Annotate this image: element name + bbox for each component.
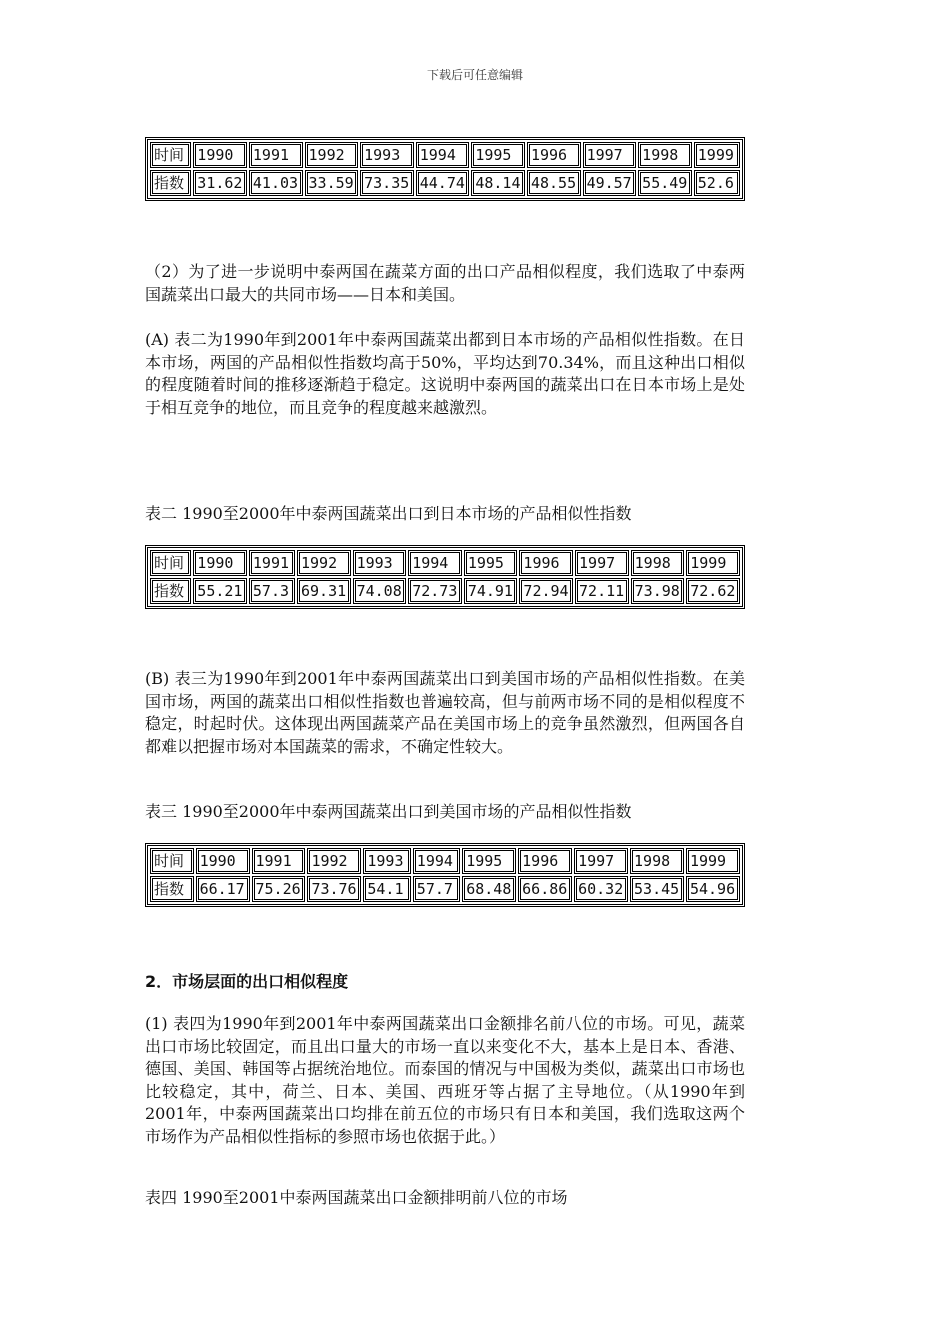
table-cell: 1996: [519, 550, 573, 576]
table-cell: 55.21: [193, 578, 247, 604]
table-cell: 75.26: [252, 876, 306, 902]
table-cell: 1997: [574, 848, 628, 874]
section-heading: 2．市场层面的出口相似程度: [145, 972, 349, 991]
table-cell: 1994: [416, 142, 470, 168]
table-cell: 1998: [631, 550, 685, 576]
paragraph-market-level: (1) 表四为1990年到2001年中泰两国蔬菜出口金额排名前八位的市场。可见，蔬菜出口市场比较固定，而且出口量大的市场一直以来变化不大，基本上是日本、香港、德国、美国、韩国等占据统治地位。而泰国的情况与中国极为类似，蔬菜出口市场也比较稳定，其中，荷兰、日本、美国、西班牙等占据了主导地位。（从1990年到2001年，中泰两国蔬菜出口均排在前五位的市场只有日本和美国，我们选取这两个市场作为产品相似性指标的参照市场也依据于此。）: [145, 1014, 745, 1146]
table-cell: 1991: [249, 142, 303, 168]
table-cell: 44.74: [416, 170, 470, 196]
similarity-table-japan: [145, 545, 745, 609]
table-cell: 74.08: [353, 578, 407, 604]
table-3-wrapper: [145, 843, 745, 907]
paragraph-us-market: (B) 表三为1990年到2001年中泰两国蔬菜出口到美国市场的产品相似性指数。在美国市场，两国的蔬菜出口相似性指数也普遍较高，但与前两市场不同的是相似程度不稳定，时起时伏。这体现出两国蔬菜产品在美国市场上的竞争虽然激烈，但两国各自都难以把握市场对本国蔬菜的需求，不确定性较大。: [145, 669, 745, 756]
table-cell: 55.49: [638, 170, 692, 196]
table-cell: 1998: [630, 848, 684, 874]
table-cell: 1996: [518, 848, 572, 874]
table-row: [150, 170, 740, 196]
table-cell: 1998: [638, 142, 692, 168]
table-cell: 60.32: [574, 876, 628, 902]
table-cell: 1990: [196, 848, 250, 874]
table-cell: 1990: [193, 550, 247, 576]
table-cell: 1997: [583, 142, 637, 168]
table-cell: 73.76: [307, 876, 361, 902]
table-cell: 1995: [471, 142, 525, 168]
table-cell: 48.55: [527, 170, 581, 196]
table-row: [150, 876, 740, 902]
table-row: [150, 142, 740, 168]
similarity-table-us: [145, 843, 745, 907]
table-cell: 指数: [150, 578, 191, 604]
table-cell: 66.17: [196, 876, 250, 902]
table-cell: 1994: [408, 550, 462, 576]
table-cell: 1999: [694, 142, 740, 168]
table-cell: 54.1: [363, 876, 410, 902]
table-cell: 48.14: [471, 170, 525, 196]
table-cell: 指数: [150, 170, 191, 196]
table-4-caption: 表四 1990至2001中泰两国蔬菜出口金额排明前八位的市场: [145, 1188, 568, 1207]
table-cell: 73.98: [631, 578, 685, 604]
table-row: [150, 848, 740, 874]
table-3-caption: 表三 1990至2000年中泰两国蔬菜出口到美国市场的产品相似性指数: [145, 802, 632, 821]
table-cell: 49.57: [583, 170, 637, 196]
table-cell: 41.03: [249, 170, 303, 196]
table-cell: 57.3: [249, 578, 295, 604]
table-cell: 72.11: [575, 578, 629, 604]
table-cell: 1992: [305, 142, 359, 168]
table-cell: 72.94: [519, 578, 573, 604]
table-2-caption: 表二 1990至2000年中泰两国蔬菜出口到日本市场的产品相似性指数: [145, 504, 632, 523]
table-cell: 54.96: [686, 876, 740, 902]
table-cell: 68.48: [462, 876, 516, 902]
table-cell: 53.45: [630, 876, 684, 902]
table-cell: 1991: [252, 848, 306, 874]
table-cell: 66.86: [518, 876, 572, 902]
table-cell: 1992: [297, 550, 351, 576]
table-2-wrapper: [145, 545, 745, 609]
table-cell: 72.73: [408, 578, 462, 604]
table-cell: 1993: [363, 848, 410, 874]
table-row: [150, 578, 740, 604]
paragraph-japan-market: (A) 表二为1990年到2001年中泰两国蔬菜出都到日本市场的产品相似性指数。在日本市场，两国的产品相似性指数均高于50%，平均达到70.34%，而且这种出口相似的程度随着时间的推移逐渐趋于稳定。这说明中泰两国的蔬菜出口在日本市场上是处于相互竞争的地位，而且竞争的程度越来越激烈。: [145, 330, 745, 417]
table-cell: 1996: [527, 142, 581, 168]
similarity-table-1: [145, 137, 745, 201]
table-1-wrapper: [145, 137, 745, 201]
paragraph-common-markets: （2）为了进一步说明中泰两国在蔬菜方面的出口产品相似程度，我们选取了中泰两国蔬菜出口最大的共同市场——日本和美国。: [145, 262, 745, 304]
table-cell: 1995: [462, 848, 516, 874]
table-cell: 72.62: [686, 578, 740, 604]
table-cell: 1994: [413, 848, 460, 874]
table-cell: 1990: [193, 142, 247, 168]
table-cell: 52.6: [694, 170, 740, 196]
table-cell: 1999: [686, 550, 740, 576]
table-cell: 1992: [307, 848, 361, 874]
table-cell: 73.35: [360, 170, 414, 196]
table-cell: 69.31: [297, 578, 351, 604]
table-cell: 57.7: [413, 876, 460, 902]
table-cell: 指数: [150, 876, 194, 902]
table-cell: 1991: [249, 550, 295, 576]
table-cell: 33.59: [305, 170, 359, 196]
table-cell: 时间: [150, 142, 191, 168]
page-header: 下载后可任意编辑: [426, 68, 523, 82]
table-cell: 1995: [464, 550, 518, 576]
table-cell: 时间: [150, 550, 191, 576]
table-row: [150, 550, 740, 576]
table-cell: 74.91: [464, 578, 518, 604]
table-cell: 时间: [150, 848, 194, 874]
table-cell: 1999: [686, 848, 740, 874]
table-cell: 31.62: [193, 170, 247, 196]
table-cell: 1993: [353, 550, 407, 576]
table-cell: 1993: [360, 142, 414, 168]
table-cell: 1997: [575, 550, 629, 576]
